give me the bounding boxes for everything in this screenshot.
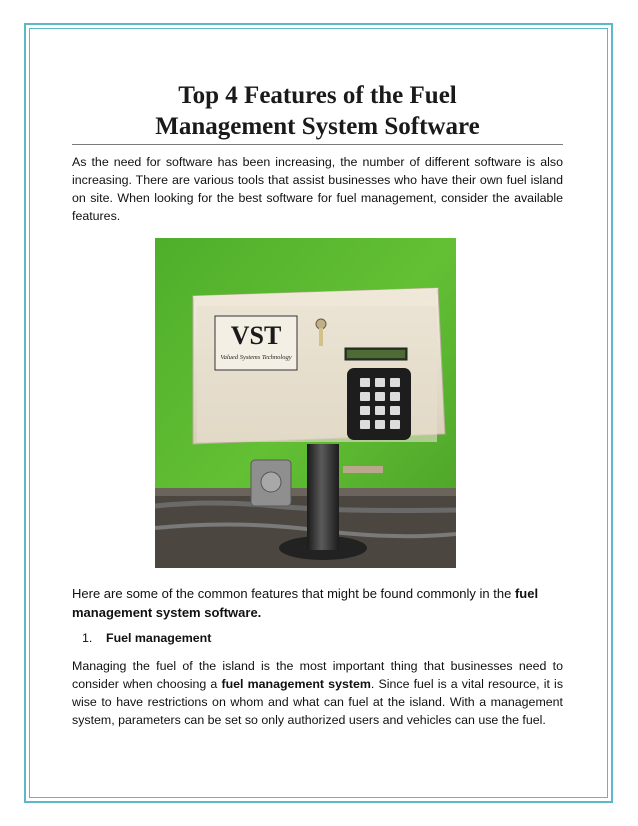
features-intro bbox=[72, 584, 563, 622]
features-intro-text: Here are some of the common features that might be found commonly in the bbox=[72, 586, 515, 601]
intro-paragraph: As the need for software has been increasing, the number of different software is also increasing. There are various tools that assist businesses who have their own fuel island on site. When looking for the best software for fuel management, consider the available features. bbox=[72, 155, 563, 223]
mounting-pole bbox=[307, 444, 339, 550]
body-text-pre: Managing the fuel of the island is the most important thing that businesses need to consider when choosing a bbox=[72, 659, 563, 691]
features-intro-bold: fuel management system software. bbox=[72, 586, 539, 620]
title-line-2: Management System Software bbox=[155, 113, 480, 140]
list-item-label: Fuel management bbox=[106, 631, 212, 645]
document-title bbox=[72, 80, 563, 142]
body-text-bold: fuel management system bbox=[221, 677, 371, 691]
fuel-terminal-photo bbox=[155, 238, 456, 568]
key-lock bbox=[316, 319, 326, 329]
title-underline bbox=[72, 144, 563, 145]
list-number: 1. bbox=[82, 631, 93, 645]
body-paragraph bbox=[72, 657, 563, 729]
body-text-post: . Since fuel is a vital resource, it is wise to have restrictions on whom and what can fuel at the island. With a management system, parameters can be set so only authorized users and vehicles can use the fuel. bbox=[72, 677, 564, 727]
list-item-fuel-management bbox=[82, 631, 211, 645]
title-line-1: Top 4 Features of the Fuel bbox=[178, 82, 457, 109]
logo-subtitle: Valued Systems Technology bbox=[220, 354, 292, 361]
logo-text: VST bbox=[230, 321, 282, 350]
